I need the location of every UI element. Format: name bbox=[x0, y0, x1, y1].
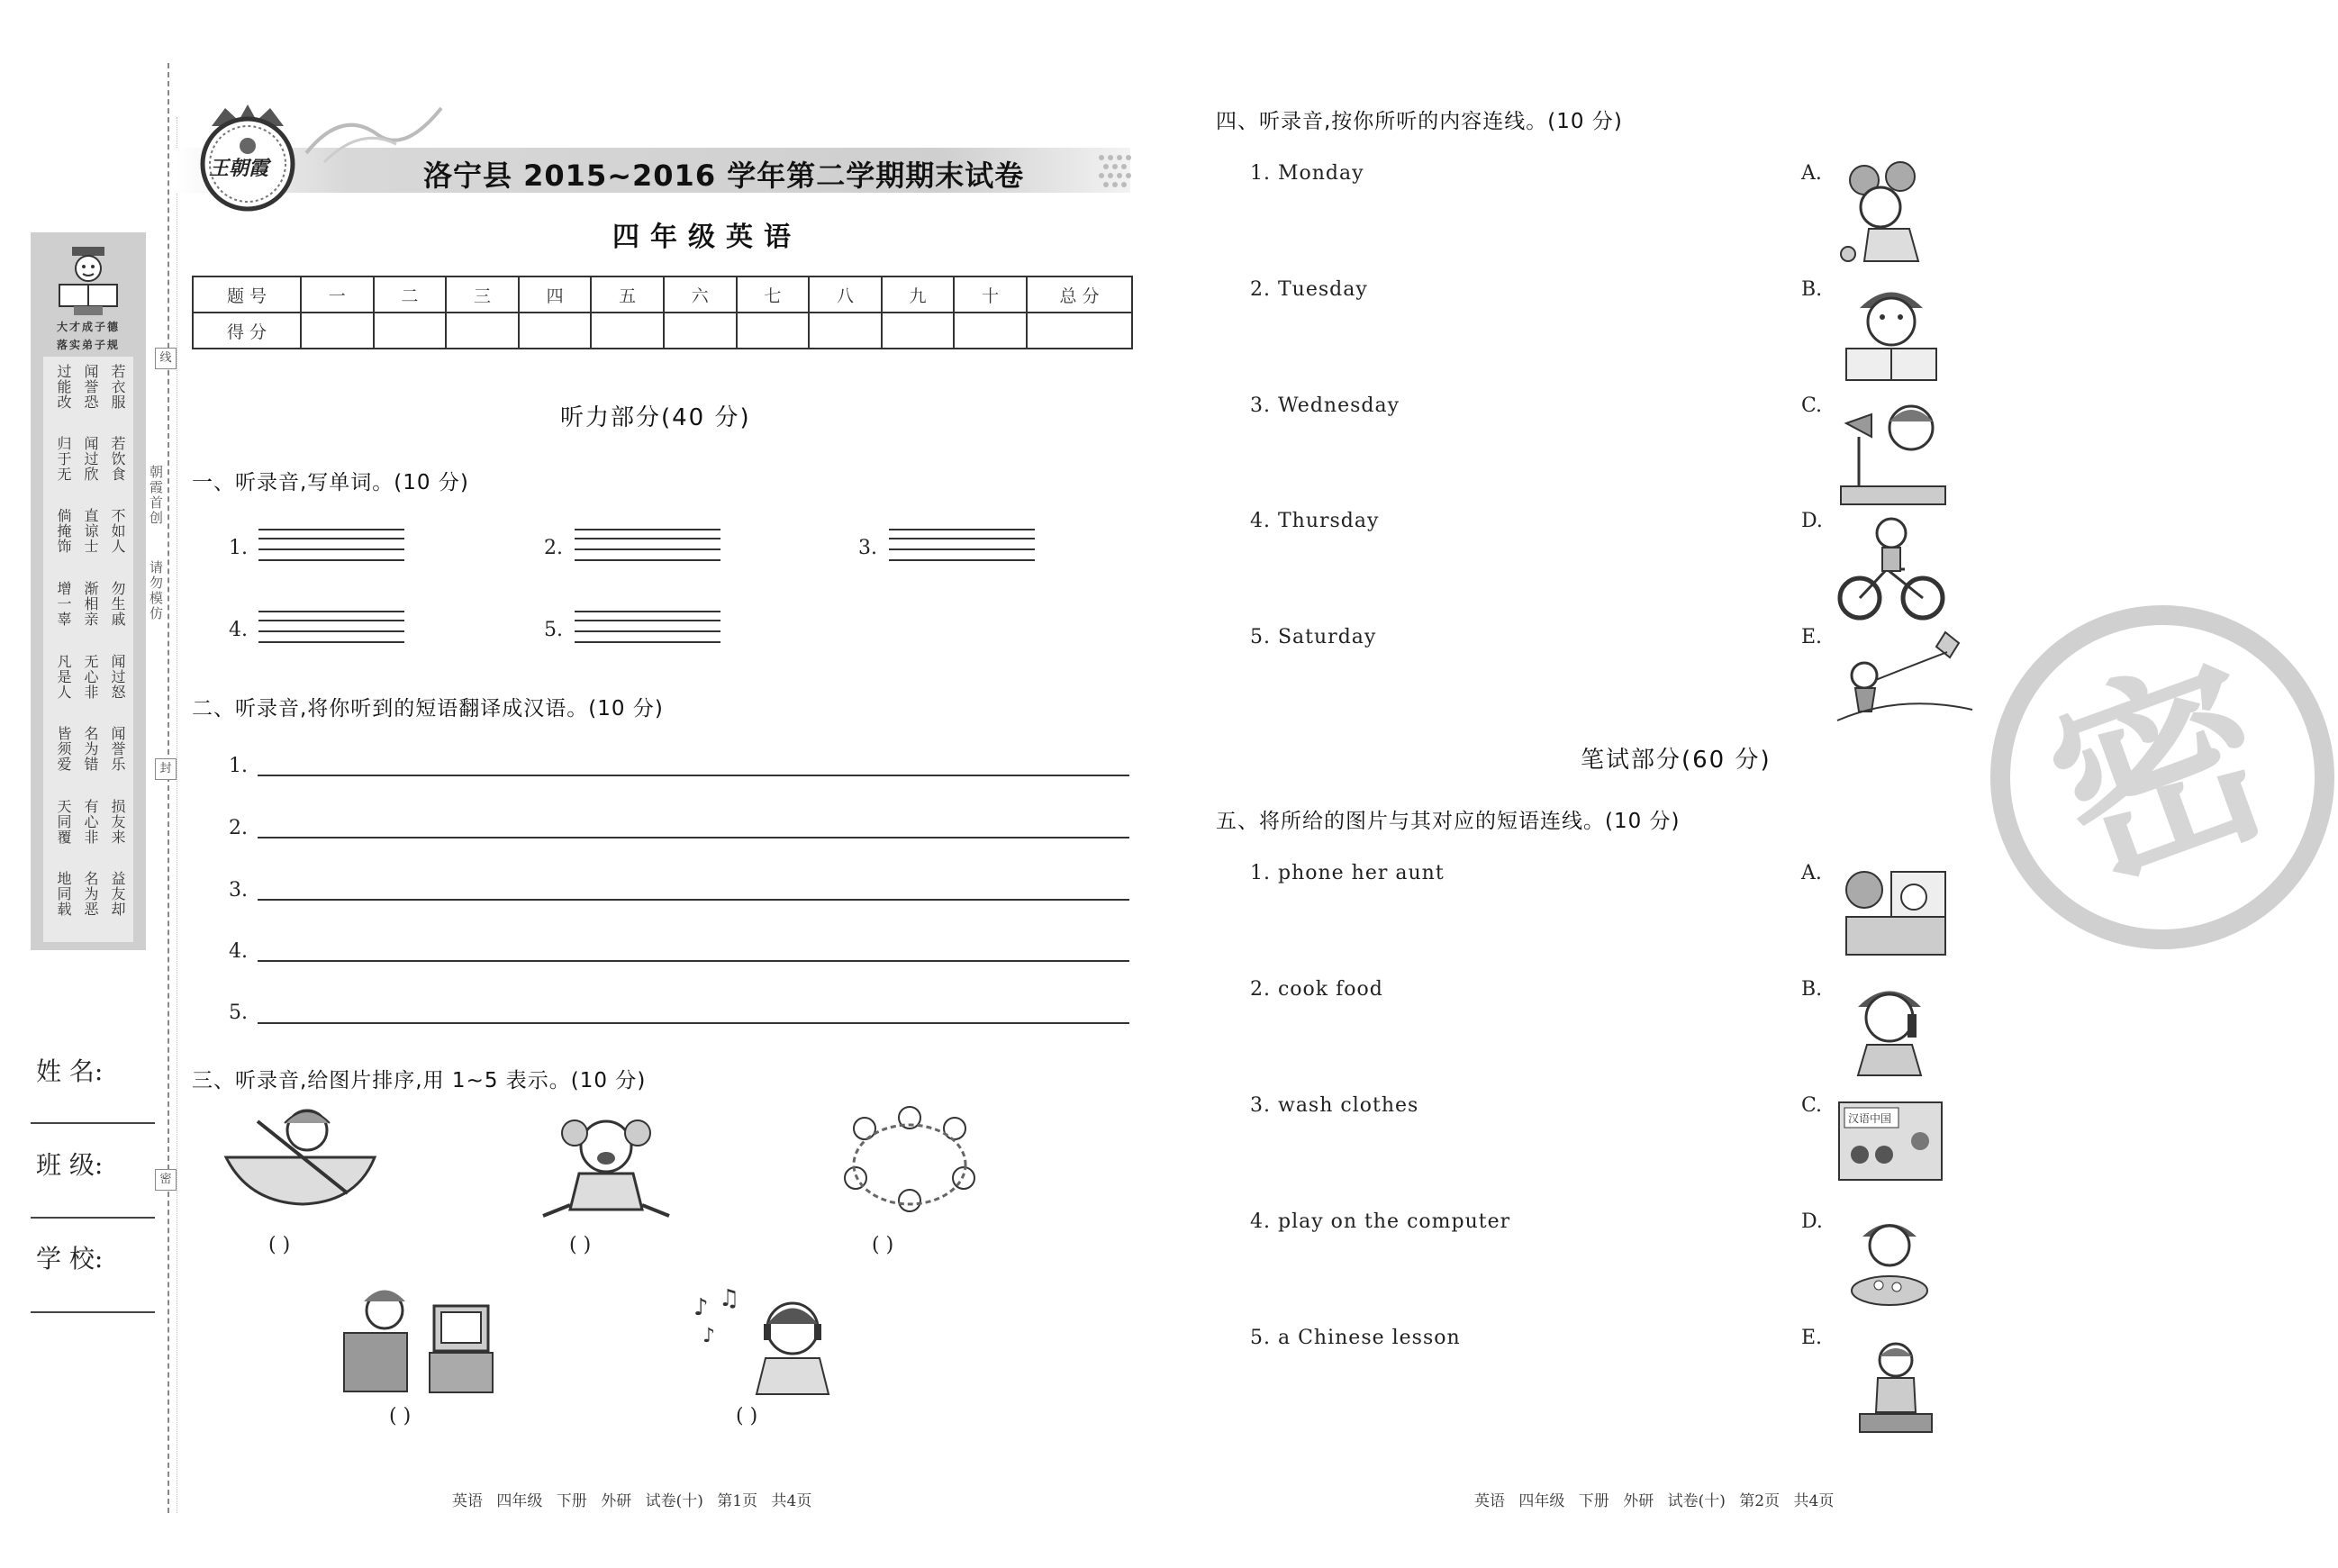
q3-answer-paren[interactable]: ( ) bbox=[736, 1405, 758, 1428]
q2-answer-line[interactable] bbox=[258, 837, 1129, 838]
seal-mark-line: 线 bbox=[155, 348, 177, 369]
q2-number: 2. bbox=[229, 817, 248, 839]
motto-column: 若衣服 bbox=[109, 364, 126, 410]
exam-subtitle: 四年级英语 bbox=[612, 222, 802, 253]
girl-reading-book-picture bbox=[1837, 281, 1945, 385]
motto-column: 若饮食 bbox=[109, 436, 126, 482]
motto-column: 渐相亲 bbox=[82, 581, 99, 627]
motto-column: 名为恶 bbox=[82, 871, 99, 917]
seal-mark-secret: 密 bbox=[155, 1169, 177, 1191]
score-input[interactable] bbox=[882, 313, 955, 349]
q4-day-item[interactable]: 5. Saturday bbox=[1250, 626, 1377, 648]
exam-title: 洛宁县 2015~2016 学年第二学期期末试卷 bbox=[423, 159, 1025, 193]
motto-column: 增一辜 bbox=[55, 581, 72, 627]
score-input[interactable] bbox=[446, 313, 519, 349]
q4-day-item[interactable]: 4. Thursday bbox=[1250, 510, 1380, 532]
boy-at-computer-picture bbox=[1851, 1340, 1941, 1437]
score-cell: 六 bbox=[664, 276, 737, 313]
motto-column: 地同载 bbox=[55, 871, 72, 917]
boy-with-lamp-picture bbox=[1837, 396, 1950, 509]
score-input[interactable] bbox=[519, 313, 592, 349]
score-cell: 五 bbox=[591, 276, 664, 313]
q1-answer-lines[interactable] bbox=[575, 529, 720, 566]
motto-column: 闻誉乐 bbox=[109, 726, 126, 772]
q1-number: 4. bbox=[229, 619, 248, 641]
q1-answer-lines[interactable] bbox=[575, 611, 720, 648]
q1-number: 2. bbox=[544, 537, 563, 559]
children-dancing-picture bbox=[838, 1101, 982, 1228]
score-cell: 得 分 bbox=[193, 313, 301, 349]
score-cell: 三 bbox=[446, 276, 519, 313]
q1-answer-lines[interactable] bbox=[258, 529, 404, 566]
q4-picture-letter[interactable]: A. bbox=[1801, 162, 1822, 185]
svg-text:♪: ♪ bbox=[693, 1294, 709, 1321]
girl-washing-clothes-picture bbox=[1844, 1211, 1935, 1309]
q5-picture-letter[interactable]: B. bbox=[1801, 978, 1823, 1001]
score-cell: 题 号 bbox=[193, 276, 301, 313]
motto-column: 益友却 bbox=[109, 871, 126, 917]
q5-phrase-item[interactable]: 3. wash clothes bbox=[1250, 1094, 1419, 1117]
motto-column: 有心非 bbox=[82, 799, 99, 845]
q2-answer-line[interactable] bbox=[258, 1022, 1129, 1024]
score-cell: 八 bbox=[809, 276, 882, 313]
dot-pattern-decoration bbox=[1097, 153, 1133, 189]
crying-child-picture bbox=[539, 1115, 674, 1223]
girl-on-phone-picture bbox=[1844, 980, 1935, 1077]
q5-phrase-item[interactable]: 2. cook food bbox=[1250, 978, 1383, 1001]
copyright-note-2: 请勿模仿 bbox=[148, 560, 164, 621]
motto-column: 过能改 bbox=[55, 364, 72, 410]
girl-riding-bike-picture bbox=[1837, 515, 1945, 623]
motto-column: 直谅士 bbox=[82, 508, 99, 554]
score-cell: 十 bbox=[954, 276, 1027, 313]
motto-column: 无心非 bbox=[82, 654, 99, 700]
q2-number: 1. bbox=[229, 755, 248, 777]
q5-picture-letter[interactable]: C. bbox=[1801, 1094, 1823, 1117]
motto-column: 凡是人 bbox=[55, 654, 72, 700]
confidential-watermark bbox=[1987, 602, 2338, 953]
name-label: 姓 名: bbox=[36, 1056, 104, 1086]
class-label: 班 级: bbox=[36, 1150, 104, 1180]
school-field[interactable] bbox=[31, 1311, 155, 1313]
family-cooking-picture bbox=[1837, 863, 1950, 960]
score-input[interactable] bbox=[301, 313, 374, 349]
motto-column: 名为错 bbox=[82, 726, 99, 772]
q5-phrase-item[interactable]: 4. play on the computer bbox=[1250, 1210, 1511, 1233]
copyright-note-1: 朝霞首创 bbox=[148, 465, 164, 526]
motto-column: 损友来 bbox=[109, 799, 126, 845]
score-cell: 二 bbox=[374, 276, 447, 313]
q5-picture-letter[interactable]: A. bbox=[1801, 862, 1822, 884]
class-field[interactable] bbox=[31, 1217, 155, 1219]
classroom-sign: 汉语中国 bbox=[1848, 1112, 1892, 1125]
motto-head-1: 大才成子德 bbox=[56, 321, 120, 333]
q5-phrase-item[interactable]: 5. a Chinese lesson bbox=[1250, 1327, 1461, 1349]
school-label: 学 校: bbox=[36, 1244, 104, 1273]
q1-number: 1. bbox=[229, 537, 248, 559]
q2-number: 4. bbox=[229, 940, 248, 963]
q2-answer-line[interactable] bbox=[258, 960, 1129, 962]
q2-answer-line[interactable] bbox=[258, 899, 1129, 901]
q4-day-item[interactable]: 2. Tuesday bbox=[1250, 278, 1368, 301]
q2-heading: 二、听录音,将你听到的短语翻译成汉语。(10 分) bbox=[192, 697, 664, 721]
q2-number: 5. bbox=[229, 1002, 248, 1024]
q5-picture-letter[interactable]: E. bbox=[1801, 1327, 1823, 1349]
q3-answer-paren[interactable]: ( ) bbox=[268, 1234, 291, 1256]
score-cell: 九 bbox=[882, 276, 955, 313]
score-cell: 一 bbox=[301, 276, 374, 313]
score-cell: 七 bbox=[737, 276, 810, 313]
motto-head-2: 落实弟子规 bbox=[56, 339, 120, 351]
q2-answer-line[interactable] bbox=[258, 775, 1129, 776]
footer-left: 英语 四年级 下册 外研 试卷(十) 第1页 共4页 bbox=[452, 1492, 812, 1510]
q1-number: 5. bbox=[544, 619, 563, 641]
motto-column: 勿生戚 bbox=[109, 581, 126, 627]
score-table bbox=[192, 276, 1133, 349]
scholar-mascot-icon bbox=[50, 243, 126, 319]
q1-answer-lines[interactable] bbox=[889, 529, 1035, 566]
girl-rowing-boat-picture bbox=[222, 1103, 379, 1211]
svg-text:♫: ♫ bbox=[719, 1285, 740, 1312]
motto-column: 归于无 bbox=[55, 436, 72, 482]
motto-column: 倘掩饰 bbox=[55, 508, 72, 554]
motto-column: 不如人 bbox=[109, 508, 126, 554]
binding-dashed-line bbox=[168, 63, 169, 1513]
q5-picture-letter[interactable]: D. bbox=[1801, 1210, 1823, 1233]
motto-column: 天同覆 bbox=[55, 799, 72, 845]
score-cell: 四 bbox=[519, 276, 592, 313]
motto-column: 闻誉恐 bbox=[82, 364, 99, 410]
girl-watching-tv-picture bbox=[344, 1279, 502, 1396]
q2-number: 3. bbox=[229, 879, 248, 902]
q4-heading: 四、听录音,按你所听的内容连线。(10 分) bbox=[1216, 110, 1623, 133]
chinese-classroom-picture bbox=[1837, 1101, 1944, 1182]
footer-right: 英语 四年级 下册 外研 试卷(十) 第2页 共4页 bbox=[1474, 1492, 1835, 1510]
score-input[interactable] bbox=[664, 313, 737, 349]
boy-listening-music-picture bbox=[693, 1285, 842, 1396]
listening-part-title: 听力部分(40 分) bbox=[560, 404, 751, 431]
score-input[interactable] bbox=[954, 313, 1027, 349]
girl-with-flowers-picture bbox=[1837, 164, 1945, 267]
q4-picture-letter[interactable]: C. bbox=[1801, 394, 1823, 417]
q1-number: 3. bbox=[858, 537, 877, 559]
q4-picture-letter[interactable]: E. bbox=[1801, 626, 1823, 648]
brand-name: 王朝霞 bbox=[209, 157, 269, 180]
q3-heading: 三、听录音,给图片排序,用 1~5 表示。(10 分) bbox=[192, 1069, 647, 1092]
score-value-row bbox=[193, 313, 1132, 349]
score-input[interactable] bbox=[809, 313, 882, 349]
watermark-glyph: 密 bbox=[2023, 625, 2300, 923]
motto-column: 皆须爱 bbox=[55, 726, 72, 772]
q5-phrase-item[interactable]: 1. phone her aunt bbox=[1250, 862, 1445, 884]
q5-heading: 五、将所给的图片与其对应的短语连线。(10 分) bbox=[1216, 810, 1681, 833]
q4-picture-letter[interactable]: D. bbox=[1801, 510, 1823, 532]
score-input[interactable] bbox=[591, 313, 664, 349]
score-header-row bbox=[193, 276, 1132, 313]
q4-day-item[interactable]: 1. Monday bbox=[1250, 162, 1364, 185]
score-input[interactable] bbox=[1027, 313, 1132, 349]
motto-column: 闻过怒 bbox=[109, 654, 126, 700]
q4-day-item[interactable]: 3. Wednesday bbox=[1250, 394, 1400, 417]
q1-answer-lines[interactable] bbox=[258, 611, 404, 648]
q3-answer-paren[interactable]: ( ) bbox=[872, 1234, 894, 1256]
boy-flying-kite-picture bbox=[1837, 630, 1972, 730]
q1-heading: 一、听录音,写单词。(10 分) bbox=[192, 471, 469, 494]
q3-answer-paren[interactable]: ( ) bbox=[569, 1234, 592, 1256]
svg-text:♪: ♪ bbox=[702, 1325, 716, 1347]
q4-picture-letter[interactable]: B. bbox=[1801, 278, 1823, 301]
writing-part-title: 笔试部分(60 分) bbox=[1581, 747, 1772, 774]
score-input[interactable] bbox=[374, 313, 447, 349]
q3-answer-paren[interactable]: ( ) bbox=[389, 1405, 412, 1428]
motto-column: 闻过欣 bbox=[82, 436, 99, 482]
seal-mark-seal: 封 bbox=[155, 758, 177, 780]
name-field[interactable] bbox=[31, 1122, 155, 1124]
score-input[interactable] bbox=[737, 313, 810, 349]
score-cell: 总 分 bbox=[1027, 276, 1132, 313]
